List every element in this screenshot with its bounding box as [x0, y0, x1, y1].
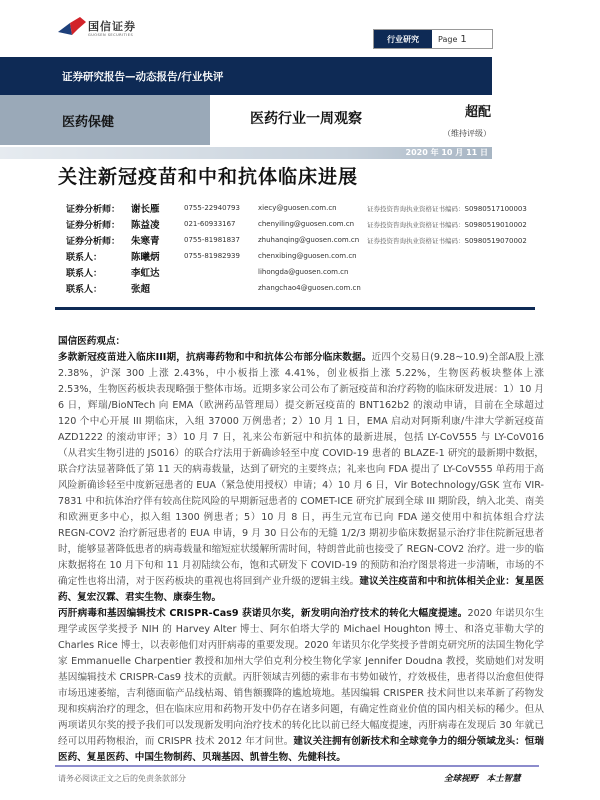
- bold-text: 建议关注疫苗和中和抗体相关企业：复星医药、复宏汉霖、君实生物、康泰生物。: [58, 576, 545, 603]
- analyst-role: 联系人：: [66, 252, 103, 263]
- cert-label: 证券投资咨询执业资格证书编码：: [367, 204, 465, 213]
- page-title: 关注新冠疫苗和中和抗体临床进展: [58, 166, 359, 188]
- analyst-cert: [367, 236, 527, 245]
- analyst-role: 证券分析师：: [66, 236, 121, 247]
- guosen-logo-icon: [58, 17, 86, 39]
- bold-text: 多款新冠疫苗进入临床III期，抗病毒药物和中和抗体公布部分临床数据。: [58, 352, 372, 363]
- analyst-email[interactable]: zhuhanqing@guosen.com.cn: [258, 236, 360, 244]
- analyst-role: 联系人：: [66, 284, 103, 295]
- analyst-email[interactable]: xiecy@guosen.com.cn: [258, 204, 337, 212]
- footer-disclaimer: 请务必阅读正文之后的免责条款部分: [58, 774, 186, 783]
- sector-band: [0, 95, 210, 145]
- analyst-email[interactable]: lihongda@guosen.com.cn: [258, 268, 349, 276]
- analyst-row: [66, 200, 527, 216]
- report-subtitle: 医药行业一周观察: [250, 111, 362, 127]
- rating-note: （维持评级）: [443, 129, 491, 138]
- rating: 超配: [464, 105, 491, 120]
- analyst-row: [66, 248, 527, 264]
- page-label: Page: [438, 34, 458, 44]
- footer-slogan: 全球视野 本土智慧: [444, 774, 521, 784]
- cert-label: 证券投资咨询执业资格证书编码：: [367, 220, 465, 229]
- logo-text: 国信证券: [88, 20, 136, 33]
- cert-number: S0980519070002: [464, 236, 527, 245]
- body-paragraph: [58, 606, 544, 766]
- analyst-row: [66, 216, 527, 232]
- analyst-row: [66, 280, 527, 296]
- analyst-name: 谢长雁: [131, 204, 160, 215]
- logo-subtext: GUOSEN SECURITIES: [88, 33, 134, 37]
- cert-label: 证券投资咨询执业资格证书编码：: [367, 236, 465, 245]
- bold-text: 建议关注拥有创新技术和全球竞争力的细分领域龙头：恒瑞医药、复星医药、中国生物制药、贝瑞基因、凯普生物、先健科技。: [58, 736, 544, 763]
- analyst-role: 证券分析师：: [66, 204, 121, 215]
- analyst-name: 陈曦炳: [131, 252, 160, 263]
- analyst-name: 张超: [131, 284, 151, 295]
- analyst-list: [66, 200, 527, 296]
- analyst-email[interactable]: chenxibing@guosen.com.cn: [258, 252, 357, 260]
- header-box: [373, 29, 493, 49]
- category-label: 行业研究: [374, 30, 432, 48]
- cert-number: S0980519010002: [464, 220, 527, 229]
- analyst-name: 李虹达: [131, 268, 160, 279]
- analyst-phone: 021-60933167: [184, 220, 236, 228]
- report-type-band: [0, 57, 492, 95]
- analyst-email[interactable]: zhangchao4@guosen.com.cn: [258, 284, 361, 292]
- analyst-email[interactable]: chenyiling@guosen.com.cn: [258, 220, 355, 228]
- analyst-role: 证券分析师：: [66, 220, 121, 231]
- analyst-row: [66, 264, 527, 280]
- analyst-row: [66, 232, 527, 248]
- analyst-name: 朱寒青: [131, 236, 160, 247]
- analyst-phone: 0755-22940793: [184, 204, 240, 212]
- divider: [55, 307, 535, 310]
- date-band: [0, 147, 492, 159]
- analyst-name: 陈益凌: [131, 220, 160, 231]
- report-type: 证券研究报告—动态报告/行业快评: [62, 71, 224, 83]
- body-text: 近四个交易日(9.28~10.9)全部A股上涨2.38%，沪深 300 上涨 2.43%，中小板指上涨 4.41%，创业板指上涨 5.22%，生物医药板块整体上涨 2.53%，生物医药板块表现略强于整体市场。近期多家公司公布了新冠疫苗和治疗药物的临床研发进展：1）10 月 6 日，辉瑞/BioNTech 向 EMA（欧洲药品管理局）提交新冠疫苗的 BNT162b2 的滚动申请，目前在全球超过 120 个中心开展 III 期临床，入组 37000 万例患者；2）10 月 1 日，EMA 启动对阿斯利康/牛津大学新冠疫苗 AZD1222 的滚动审评；3）10 月 7 日，礼来公布新冠中和抗体的最新进展，包括 LY-CoV555 与 LY-CoV016（从君实生物引进的 JS016）的联合疗法用于新确诊轻至中度 COVID-19 患者的 BLAZE-1 研究的最新期中数据，联合疗法显著降低了第 11 天的病毒载量，达到了研究的主要终点；礼来也向 FDA 提出了 LY-CoV555 单药用于高风险新确诊轻至中度新冠患者的 EUA（紧急使用授权）申请；4）10 月 6 日，Vir Botechnology/GSK 宣布 VIR-7831 中和抗体治疗伴有较高住院风险的早期新冠患者的 COMET-ICE 研究扩展到全球 III 期阶段，纳入北美、南美和欧洲更多中心，拟入组 1300 例患者；5）10 月 8 日，再生元宣布已向 FDA 递交使用中和抗体组合疗法 REGN-COV2 治疗新冠患者的 EUA 申请，9 月 30 日公布的无缝 1/2/3 期初步临床数据显示治疗非住院新冠患者时，能够显著降低患者的病毒载量和缩短症状缓解所需时间，特朗普此前也接受了 REGN-COV2 治疗。进一步的临床数据将在 10 月下旬和 11 月初陆续公布，饱和式研发下 COVID-19 的预防和治疗图景将进一步清晰，市场的不确定性也将出清，对于医药板块的重视也将回到产业升级的逻辑主线。: [58, 352, 544, 587]
- body-paragraph: [58, 350, 544, 606]
- analyst-phone: 0755-81982939: [184, 252, 240, 260]
- report-body: [58, 334, 544, 766]
- cert-number: S0980517100003: [464, 204, 527, 213]
- analyst-role: 联系人：: [66, 268, 103, 279]
- page-indicator: [432, 30, 467, 48]
- body-heading: 国信医药观点：: [58, 336, 126, 347]
- footer-divider: [55, 765, 539, 767]
- body-text: 2020 年诺贝尔生理学或医学奖授予 NIH 的 Harvey Alter 博士、阿尔伯塔大学的 Michael Houghton 博士、和洛克菲勒大学的 Charles Rice 博士，以表彰他们对丙肝病毒的重要发现。2020 年诺贝尔化学奖授予普朗克研究所的法国生物化学家 Emmanuelle Charpentier 教授和加州大学伯克利分校生物化学家 Jennifer Doudna 教授，奖励她们对发明基因编辑技术 CRISPR-Cas9 技术的贡献。丙肝领域吉列德的索非布韦势如破竹，疗效极佳，患者得以治愈但使得市场迅速萎缩，吉利德面临产品线枯竭、销售额骤降的尴尬境地。基因编辑 CRISPER 技术问世以来革新了药物发现和疾病治疗的理念，但在临床应用和药物开发中仍存在诸多问题，有确定性商业价值的国内相关标的稀少。但从两项诺贝尔奖的授予我们可以发现新发明向治疗技术的转化比以前已经大幅度提速，丙肝病毒在发现后 30 年就已经可以用药物根治，而 CRISPR 技术 2012 年才问世。: [58, 608, 544, 747]
- report-date: 2020 年 10 月 11 日: [405, 148, 488, 157]
- analyst-phone: 0755-81981837: [184, 236, 240, 244]
- analyst-cert: [367, 220, 527, 229]
- analyst-cert: [367, 204, 527, 213]
- page-number: 1: [460, 33, 467, 45]
- sector-label: 医药保健: [62, 115, 115, 130]
- bold-text: 丙肝病毒和基因编辑技术 CRISPR-Cas9 获诺贝尔奖，新发明向治疗技术的转化大幅度提速。: [58, 608, 468, 619]
